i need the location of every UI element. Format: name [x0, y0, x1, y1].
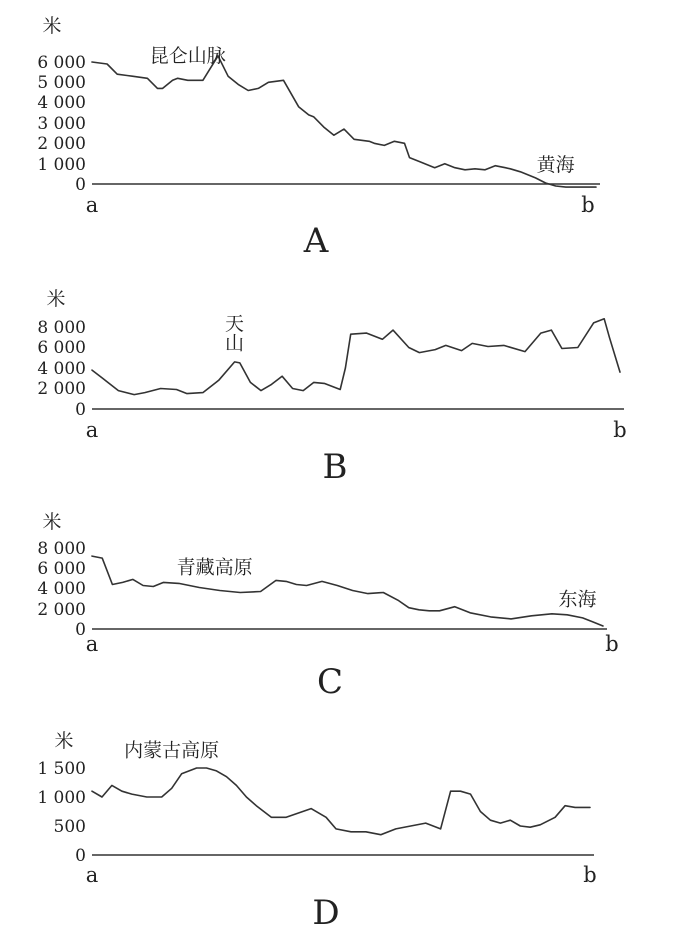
y-tick-label: 4 000: [37, 579, 86, 599]
y-tick-label: 0: [75, 846, 86, 866]
y-tick-label: 500: [53, 817, 86, 837]
profile-line: [92, 56, 596, 187]
y-unit-label: 米: [46, 288, 66, 310]
profile-line: [92, 556, 603, 626]
y-unit-label: 米: [42, 511, 62, 533]
y-tick-label: 3 000: [37, 114, 86, 134]
x-end-label: b: [605, 632, 619, 656]
y-tick-label: 0: [75, 620, 86, 640]
y-tick-label: 2 000: [37, 134, 86, 154]
y-tick-label: 8 000: [37, 318, 86, 338]
y-tick-label: 4 000: [37, 93, 86, 113]
y-tick-label: 1 500: [37, 759, 86, 779]
place-annotation: 山: [225, 332, 245, 355]
y-tick-label: 8 000: [37, 539, 86, 559]
y-unit-label: 米: [54, 730, 74, 752]
y-tick-label: 4 000: [37, 359, 86, 379]
y-tick-label: 2 000: [37, 600, 86, 620]
x-end-label: b: [581, 193, 595, 217]
y-tick-label: 1 000: [37, 788, 86, 808]
place-annotation: 内蒙古高原: [124, 739, 220, 762]
x-start-label: a: [85, 863, 99, 887]
y-tick-label: 5 000: [37, 73, 86, 93]
panel-caption: A: [303, 221, 329, 261]
place-annotation: 昆仑山脉: [149, 45, 226, 67]
x-end-label: b: [583, 863, 597, 887]
place-annotation: 青藏高原: [176, 556, 253, 579]
place-annotation: 黄海: [536, 153, 575, 176]
place-annotation: 东海: [558, 588, 597, 611]
place-annotation: 天: [225, 313, 245, 336]
profile-line: [92, 319, 620, 395]
x-end-label: b: [613, 418, 627, 442]
y-tick-label: 6 000: [37, 53, 86, 73]
panel-caption: D: [312, 893, 340, 931]
y-unit-label: 米: [42, 15, 62, 37]
x-start-label: a: [85, 632, 99, 656]
panel-caption: B: [322, 447, 348, 487]
y-tick-label: 6 000: [37, 559, 86, 579]
y-tick-label: 1 000: [37, 155, 86, 175]
y-tick-label: 0: [75, 175, 86, 195]
y-tick-label: 0: [75, 400, 86, 420]
y-tick-label: 2 000: [37, 379, 86, 399]
x-start-label: a: [85, 418, 99, 442]
y-tick-label: 6 000: [37, 338, 86, 358]
x-start-label: a: [85, 193, 99, 217]
profile-line: [92, 768, 590, 835]
panel-caption: C: [316, 662, 344, 702]
